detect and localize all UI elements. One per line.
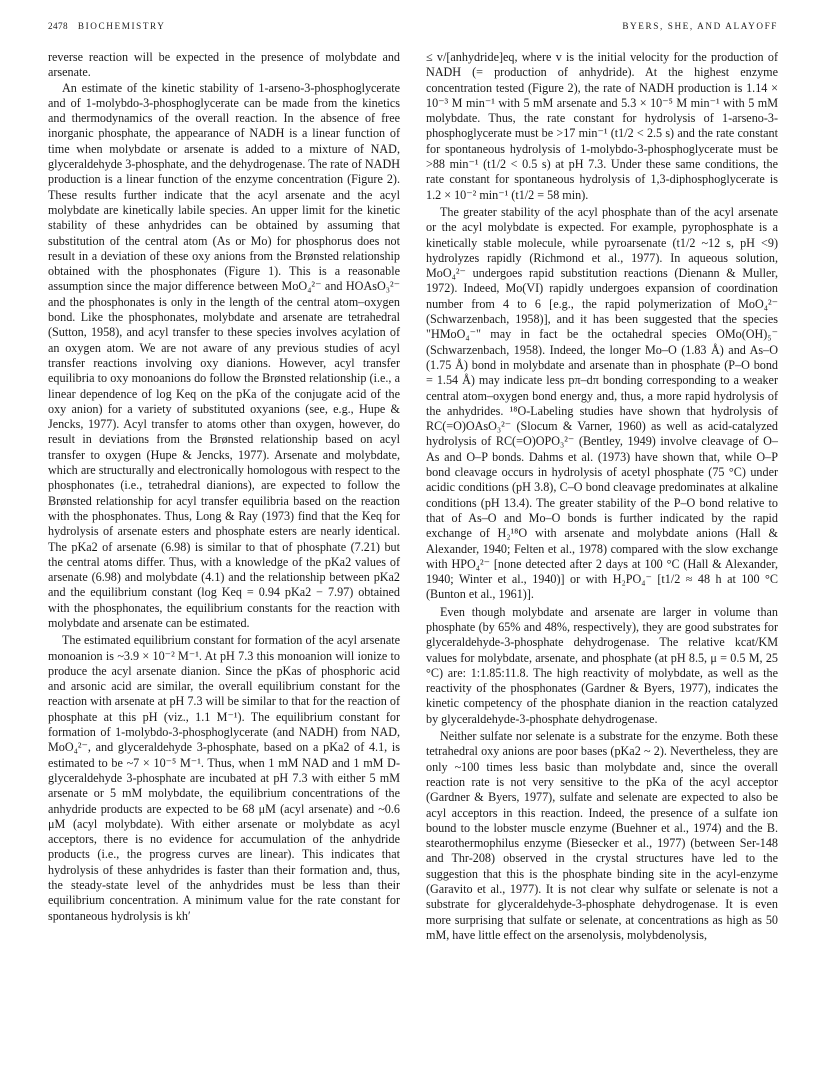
paragraph: The greater stability of the acyl phosphate than of the acyl arsenate or the acyl molybdate is expected. For example, pyrophosphate is a kinetically stable molecule, while pyroarsenate (t1/2 ~12 s, pH <9) hydrolyzes rapidly (Richmond et al., 1977). In aqueous solution, MoO₄²⁻ undergoes rapid substitution reactions (Dienann & Muller, 1972). Indeed, Mo(VI) rapidly undergoes expansion of coordination number from 4 to 6 [e.g., the rapid polymerization of MoO₄²⁻ (Schwarzenbach, 1958)], and it has been suggested that the species "HMoO₄⁻" may in fact be the octahedral species OMo(OH)₅⁻ (Schwarzenbach, 1958). Indeed, the longer Mo–O (1.83 Å) and As–O (1.75 Å) bond in molybdate and arsenate than in phosphate (P–O bond = 1.54 Å) may indicate less pπ–dπ bonding corresponding to a weaker central atom–oxygen bond energy and, thus, a more rapid hydrolysis of the anhydrides. ¹⁸O-Labeling studies have shown that hydrolysis of RC(=O)OAsO₃²⁻ (Slocum & Varner, 1960) as well as acid-catalyzed hydrolysis of RC(=O)OPO₃²⁻ (Bentley, 1949) involve cleavage of O–As and O–P bonds. Dahms et al. (1973) have shown that, while O–P bond cleavage occurs in hydrolysis of acetyl phosphate (75 °C) under acidic conditions (pH 3.8), C–O bond cleavage predominates at alkaline conditions (pH 13.4). The greater stability of the P–O bond relative to that of As–O and Mo–O bonds is further indicated by the rapid exchange of H₂¹⁸O with arsenate and molybdate anions (Hall & Alexander, 1940; Felten et al., 1978) compared with the slow exchange with HPO₄²⁻ [none detected after 2 days at 100 °C (Hall & Alexander, 1940; Winter et al., 1940)] or with H₂PO₄⁻ [t1/2 ≈ 48 h at 100 °C (Bunton et al., 1961)]. — [426, 204, 778, 602]
page-number: 2478 — [48, 21, 68, 31]
paragraph: reverse reaction will be expected in the presence of molybdate and arsenate. — [48, 50, 400, 80]
right-column — [426, 50, 778, 943]
paragraph: The estimated equilibrium constant for formation of the acyl arsenate monoanion is ~3.9 × 10⁻² M⁻¹. At pH 7.3 this monoanion will ionize to produce the acyl arsenate dianion. Since the pKas of phosphoric acid and arsonic acid are similar, the overall equilibrium constant for the reaction with arsenate at pH 7.3 will be similar to that for the reaction of phosphate at this pH (viz., 1.1 M⁻¹). The equilibrium constant for formation of 1-molybdo-3-phosphoglycerate (and NADH) from NAD, MoO₄²⁻, and glyceraldehyde 3-phosphate, based on a pKa2 of 4.1, is estimated to be ~7 × 10⁻⁵ M⁻¹. Thus, when 1 mM NAD and 1 mM D-glyceraldehyde 3-phosphate are incubated at pH 7.3 with either 5 mM arsenate or 5 mM molybdate, the equilibrium concentrations of the anhydride products are expected to be 68 μM (acyl arsenate) and ~0.6 μM (acyl molybdate). With either arsenate or molybdate as acyl acceptors, there is no evidence for accumulation of the anhydride products (i.e., the progress curves are linear). This indicates that hydrolysis of these anhydrides is faster than their formation and, thus, the steady-state level of the anhydrides must be less than their equilibrium concentration. A minimum value for the rate constant for spontaneous hydrolysis is kh′ — [48, 633, 400, 923]
running-authors: BYERS, SHE, AND ALAYOFF — [622, 21, 778, 31]
running-header — [48, 21, 778, 35]
paragraph: Even though molybdate and arsenate are larger in volume than phosphate (by 65% and 48%, respectively), they are good substrates for glyceraldehyde-3-phosphate dehydrogenase. The relative kcat/KM values for molybdate, arsenate, and phosphate (at pH 8.5, μ = 0.5 M, 25 °C) are: 1:1.85:11.8. The high reactivity of molybdate, as well as the reactivity of the phosphonates (Gardner & Byers, 1977), indicates the kinetic competency of the phosphate dianion in the reaction catalyzed by glyceraldehyde-3-phosphate dehydrogenase. — [426, 604, 778, 726]
left-column — [48, 50, 400, 924]
paragraph: ≤ v/[anhydride]eq, where v is the initial velocity for the production of NADH (= production of anhydride). At the highest enzyme concentration tested (Figure 2), the rate of NADH production is 1.14 × 10⁻³ M min⁻¹ with 5 mM arsenate and 5.3 × 10⁻⁵ M min⁻¹ with 5 mM molybdate. Thus, the rate constant for hydrolysis of 1-arseno-3-phosphoglycerate must be >17 min⁻¹ (t1/2 < 2.5 s) and the rate constant for spontaneous hydrolysis of 1-molybdo-3-phosphoglycerate must be >88 min⁻¹ (t1/2 < 0.5 s) at pH 7.3. Under these same conditions, the rate constant for spontaneous hydrolysis of 1,3-diphosphoglycerate is 1.2 × 10⁻² min⁻¹ (t1/2 = 58 min). — [426, 50, 778, 202]
paragraph: Neither sulfate nor selenate is a substrate for the enzyme. Both these tetrahedral oxy anions are poor bases (pKa2 ~ 2). Nevertheless, they are only ~100 times less basic than molybdate and, since the overall reaction rate is not very sensitive to the pKa of the acyl acceptor (Gardner & Byers, 1977), sulfate and selenate are expected to also be acyl acceptors in this reaction. Indeed, the presence of a sulfate ion bound to the lobster muscle enzyme (Buehner et al., 1974) and the B. stearothermophilus enzyme (Biesecker et al., 1977) (between Ser-148 and Thr-208) observed in the crystal structures have led to the suggestion that this is the phosphate binding site in the acyl-enzyme (Garavito et al., 1977). It is not clear why sulfate or selenate is not a substrate for glyceraldehyde-3-phosphate dehydrogenase. It is even more surprising that sulfate or selenate, at concentrations as high as 50 mM, have little effect on the arsenolysis, molybdenolysis, — [426, 729, 778, 942]
paragraph: An estimate of the kinetic stability of 1-arseno-3-phosphoglycerate and of 1-molybdo-3-phosphoglycerate can be made from the kinetics and thermodynamics of the overall reaction. In the absence of free inorganic phosphate, the appearance of NADH is a linear function of time when molybdate or arsenate is added to a mixture of NAD, glyceraldehyde 3-phosphate, and the dehydrogenase. The rate of NADH production is a linear function of the enzyme concentration (Figure 2). These results further indicate that the acyl arsenate and the acyl molybdate are kinetically labile species. An upper limit for the kinetic stability of these anhydrides can be obtained by assuming that substitution of the central atom (As or Mo) for phosphorus does not result in a deviation of these oxy anions from the Brønsted relationship obtained with the phosphonates (Figure 1). This is a reasonable assumption since the major difference between MoO₄²⁻ and HOAsO₃²⁻ and the phosphonates is only in the length of the central atom–oxygen bond. Like the phosphonates, molybdate and arsenate are tetrahedral (Sutton, 1958), and acyl transfer to these species involves acylation of an oxygen atom. We are not aware of any previous studies of acyl transfer reactions involving oxy dianions. However, acyl transfer equilibria to oxy monoanions do follow the Brønsted relationship (i.e., a linear dependence of log Keq on the pKa of the conjugate acid of the oxy anion) for a variety of substituted oxyanions (see, e.g., Hupe & Jencks, 1977). Acyl transfer to atoms other than oxygen, however, do result in deviations from the Brønsted relationship based on acyl transfer to oxygen (Hupe & Jencks, 1977). Arsenate and molybdate, which are structurally and electronically homologous with respect to the phosphonates (i.e., tetrahedral dianions), are expected to follow the Brønsted relationship for acyl transfer equilibria based on the reaction with the phosphonates. Thus, Long & Ray (1973) find that the Keq for hydrolysis of arsenate esters and phosphate esters are nearly identical. The pKa2 of arsenate (6.98) is similar to that of phosphate (7.21) but the central atoms differ. Thus, with a knowledge of the pKa2 values of arsenate (6.98) and molybdate (4.1) and the relationship between pKa2 and the equilibrium constant (log Keq = 0.94 pKa2 − 7.97) obtained with the phosphonates, the equilibrium constants for the reaction with molybdate and arsenate can be estimated. — [48, 80, 400, 630]
journal-name: BIOCHEMISTRY — [77, 21, 166, 31]
